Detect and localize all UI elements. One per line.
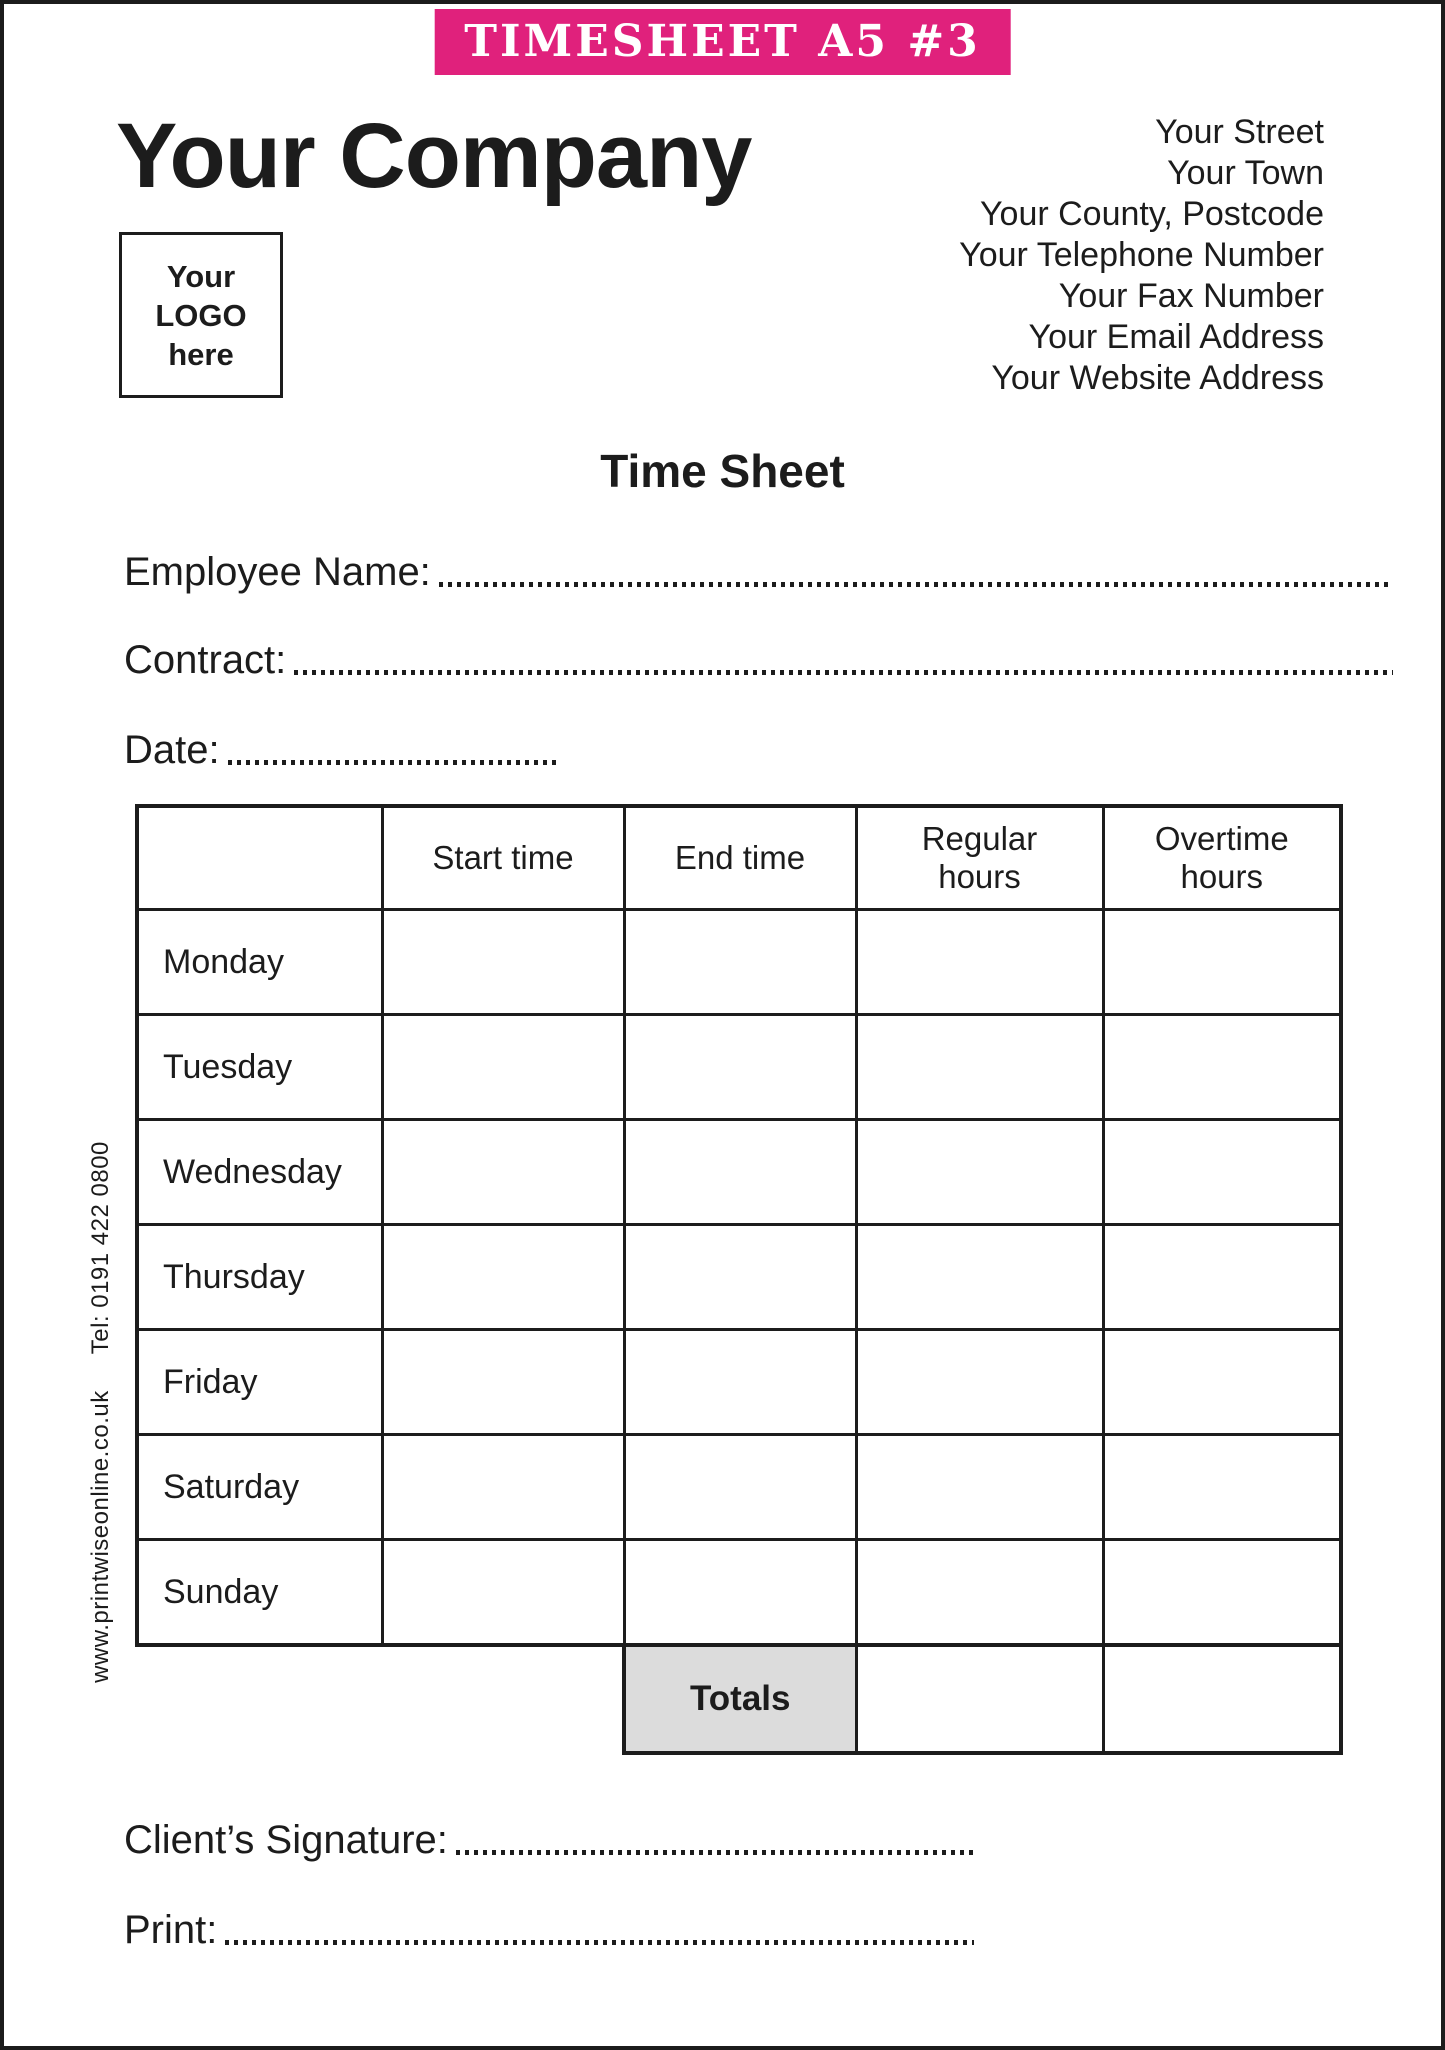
regular-hours-cell: [856, 1540, 1103, 1646]
totals-regular-hours-cell: [856, 1645, 1103, 1753]
day-label: Wednesday: [137, 1120, 382, 1225]
address-line: Your Town: [1167, 154, 1324, 192]
column-header-end-time: End time: [624, 806, 856, 910]
print-fill-line: [225, 1940, 974, 1945]
totals-label-cell: Totals: [624, 1645, 856, 1753]
column-header-overtime-hours: Overtime hours: [1103, 806, 1341, 910]
start-time-cell: [382, 1540, 624, 1646]
start-time-cell: [382, 910, 624, 1015]
overtime-hours-cell: [1103, 1435, 1341, 1540]
start-time-cell: [382, 1120, 624, 1225]
day-column-header-blank: [137, 806, 382, 910]
regular-hours-cell: [856, 1225, 1103, 1330]
totals-overtime-hours-cell: [1103, 1645, 1341, 1753]
end-time-cell: [624, 1225, 856, 1330]
overtime-hours-cell: [1103, 1015, 1341, 1120]
column-header-regular-hours: Regular hours: [856, 806, 1103, 910]
day-label: Thursday: [137, 1225, 382, 1330]
table-row-sunday: [137, 1540, 1341, 1646]
date-field-row: [124, 726, 558, 774]
company-name: Your Company: [116, 105, 752, 207]
timesheet-table-wrap: [135, 804, 1343, 1755]
table-row-thursday: [137, 1225, 1341, 1330]
regular-hours-cell: [856, 910, 1103, 1015]
overtime-hours-cell: [1103, 1120, 1341, 1225]
employee-name-fill-line: [439, 582, 1393, 587]
overtime-hours-cell: [1103, 1330, 1341, 1435]
employee-name-field-row: [124, 548, 1393, 596]
print-name-field-row: [124, 1906, 974, 1954]
totals-row: [622, 1643, 1343, 1755]
printer-credit-vertical-text: [87, 1141, 115, 1683]
start-time-cell: [382, 1330, 624, 1435]
timesheet-table: [135, 804, 1343, 1647]
day-label: Saturday: [137, 1435, 382, 1540]
end-time-cell: [624, 1435, 856, 1540]
table-row-saturday: [137, 1435, 1341, 1540]
client-signature-label: Client’s Signature:: [124, 1818, 448, 1862]
client-signature-fill-line: [456, 1850, 974, 1855]
address-line: Your Website Address: [991, 359, 1324, 397]
end-time-cell: [624, 1120, 856, 1225]
print-label: Print:: [124, 1908, 218, 1952]
end-time-cell: [624, 1330, 856, 1435]
contract-label: Contract:: [124, 638, 287, 682]
table-header-row: [137, 806, 1341, 910]
day-label: Sunday: [137, 1540, 382, 1646]
start-time-cell: [382, 1435, 624, 1540]
address-line: Your Telephone Number: [959, 236, 1324, 274]
employee-name-label: Employee Name:: [124, 550, 431, 594]
start-time-cell: [382, 1015, 624, 1120]
day-label: Monday: [137, 910, 382, 1015]
table-row-wednesday: [137, 1120, 1341, 1225]
printer-phone: Tel: 0191 422 0800: [87, 1141, 114, 1355]
printer-website: www.printwiseonline.co.uk: [87, 1390, 114, 1683]
regular-hours-cell: [856, 1015, 1103, 1120]
table-row-friday: [137, 1330, 1341, 1435]
day-label: Tuesday: [137, 1015, 382, 1120]
address-line: Your Street: [1155, 113, 1324, 151]
overtime-hours-cell: [1103, 1540, 1341, 1646]
logo-line: here: [168, 336, 234, 372]
date-label: Date:: [124, 728, 220, 772]
contract-fill-line: [294, 670, 1393, 675]
table-row-monday: [137, 910, 1341, 1015]
regular-hours-cell: [856, 1330, 1103, 1435]
regular-hours-cell: [856, 1435, 1103, 1540]
overtime-hours-cell: [1103, 910, 1341, 1015]
date-fill-line: [228, 760, 558, 765]
contract-field-row: [124, 636, 1393, 684]
column-header-start-time: Start time: [382, 806, 624, 910]
end-time-cell: [624, 910, 856, 1015]
end-time-cell: [624, 1540, 856, 1646]
overtime-hours-cell: [1103, 1225, 1341, 1330]
start-time-cell: [382, 1225, 624, 1330]
address-line: Your County, Postcode: [979, 195, 1324, 233]
address-line: Your Email Address: [1028, 318, 1324, 356]
page-title: Time Sheet: [600, 445, 845, 497]
logo-line: Your: [166, 258, 236, 294]
end-time-cell: [624, 1015, 856, 1120]
day-label: Friday: [137, 1330, 382, 1435]
address-block: [959, 112, 1324, 399]
regular-hours-cell: [856, 1120, 1103, 1225]
banner-badge: [434, 9, 1011, 75]
banner-label: TIMESHEET A5 #3: [464, 16, 981, 67]
client-signature-field-row: [124, 1816, 974, 1864]
address-line: Your Fax Number: [1058, 277, 1324, 315]
logo-placeholder-box: [119, 232, 283, 398]
table-row-tuesday: [137, 1015, 1341, 1120]
logo-line: LOGO: [155, 297, 247, 333]
